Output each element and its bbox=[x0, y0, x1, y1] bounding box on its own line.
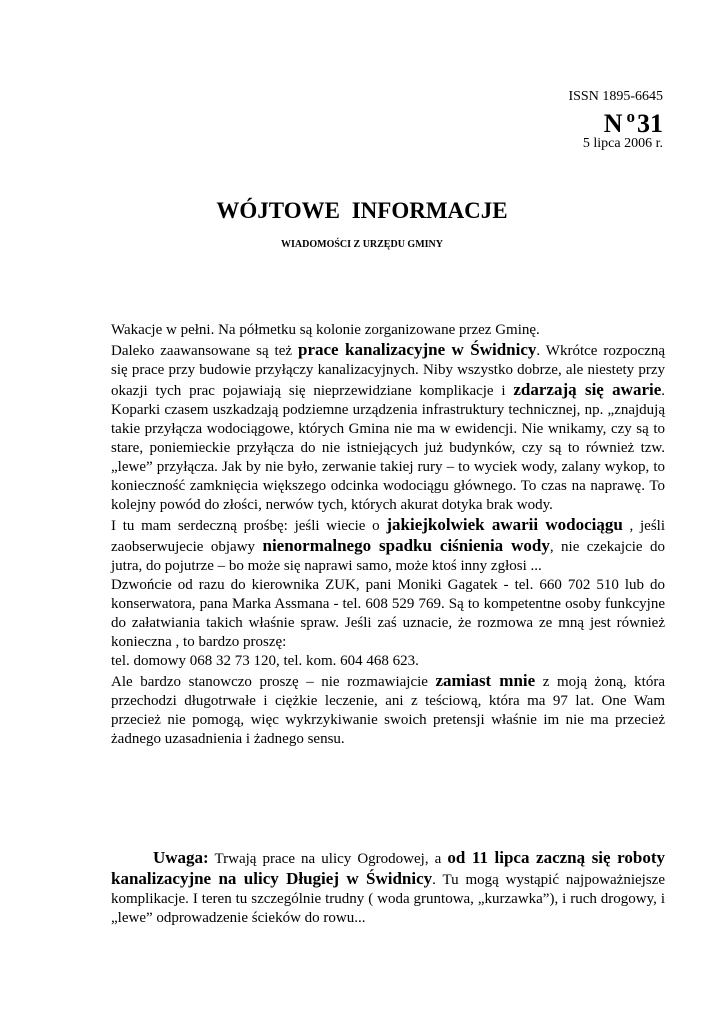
notice-paragraph bbox=[111, 848, 665, 928]
issn-number: ISSN 1895-6645 bbox=[568, 89, 663, 104]
text-run: I tu mam serdeczną prośbę: jeśli wiecie o bbox=[111, 518, 387, 534]
document-title: WÓJTOWE INFORMACJE bbox=[216, 198, 508, 223]
issue-prefix: N bbox=[603, 109, 623, 138]
text-run: . Wkrótce rozpoczną się prace przy budowie przyłączy kanalizacyjnych. Niby wszystko dobrze, ale niestety przy okazji tych prac pojawiają się nieprzewidziane komplikacje i bbox=[111, 343, 665, 399]
paragraph-family bbox=[111, 671, 665, 749]
text-run: Trwają prace na ulicy Ogrodowej, a bbox=[208, 851, 448, 867]
bold-phrase: prace kanalizacyjne w Świdnicy bbox=[297, 340, 537, 359]
bold-phrase: zdarzają się awarie bbox=[513, 380, 662, 399]
main-text bbox=[111, 321, 665, 749]
document-subtitle: WIADOMOŚCI Z URZĘDU GMINY bbox=[281, 239, 443, 250]
text-run: Daleko zaawansowane są też bbox=[111, 343, 298, 359]
text-run: . Tu mogą wystąpić najpoważniejsze komplikacje. I teren tu szczególnie trudny ( woda gruntowa, „kurzawka”), i ruch drogowy, i „lewe” odprowadzenie ścieków do rowu... bbox=[111, 872, 665, 926]
bold-phrase: od 11 lipca zaczną się roboty kanalizacyjne na ulicy Długiej w Świdnicy bbox=[111, 848, 665, 888]
bold-phrase: zamiast mnie bbox=[435, 671, 536, 690]
paragraph-request bbox=[111, 515, 665, 576]
paragraph-sewer-works bbox=[111, 340, 665, 515]
text-run: z moją żoną, która przechodzi długotrwałe i ciężkie leczenie, ani z teściową, która ma 97 lat. One Wam przecież nie pomogą, więc wykrzykiwanie swoich pretensji właśnie im nie ma przecież żadnego uzasadnienia i żadnego sensu. bbox=[111, 674, 665, 747]
issue-value: 31 bbox=[637, 109, 663, 138]
issue-number bbox=[604, 108, 663, 137]
text-run: , jeśli zaobserwujecie objawy bbox=[111, 518, 665, 555]
text-run: Ale bardzo stanowczo proszę – nie rozmawiajcie bbox=[111, 674, 436, 690]
issue-superscript: o bbox=[626, 107, 635, 126]
paragraph-phone: tel. domowy 068 32 73 120, tel. kom. 604 468 623. bbox=[111, 653, 419, 669]
text-run: , nie czekajcie do jutra, do pojutrze – bo może się naprawi samo, może ktoś inny zgłosi ... bbox=[111, 539, 666, 574]
paragraph-contacts: Dzwońcie od razu do kierownika ZUK, pani Moniki Gagatek - tel. 660 702 510 lub do konserwatora, pana Marka Assmana - tel. 608 529 769. Są to kompetentne osoby funkcyjne do załatwiania takich właśnie spraw. Jeśli zaś uznacie, że rozmowa ze mną jest również konieczna , to bardzo proszę: bbox=[111, 577, 665, 650]
paragraph-holidays: Wakacje w pełni. Na półmetku są kolonie zorganizowane przez Gminę. bbox=[111, 322, 540, 338]
text-run: . Koparki czasem uszkadzają podziemne urządzenia infrastruktury technicznej, np. „znajdują takie przyłącza wodociągowe, których Gmina nie ma w ewidencji. Nie wnikamy, czy są to stare, poniemieckie przyłącza do nie istniejących już budynków, czy są to również tzw. „lewe” przyłącza. Jak by nie było, zerwanie takiej rury – to wyciek wody, zalany wykop, to konieczność zamknięcia większego odcinka wodociągu głównego. To czas na naprawę. To kolejny powód do złości, nerwów tych, których akurat dotyka brak wody. bbox=[111, 383, 666, 513]
bold-phrase: nienormalnego spadku ciśnienia wody bbox=[262, 536, 550, 555]
notice-label: Uwaga: bbox=[153, 848, 209, 867]
issue-date: 5 lipca 2006 r. bbox=[582, 136, 663, 151]
bold-phrase: jakiejkolwiek awarii wodociągu bbox=[386, 515, 623, 534]
